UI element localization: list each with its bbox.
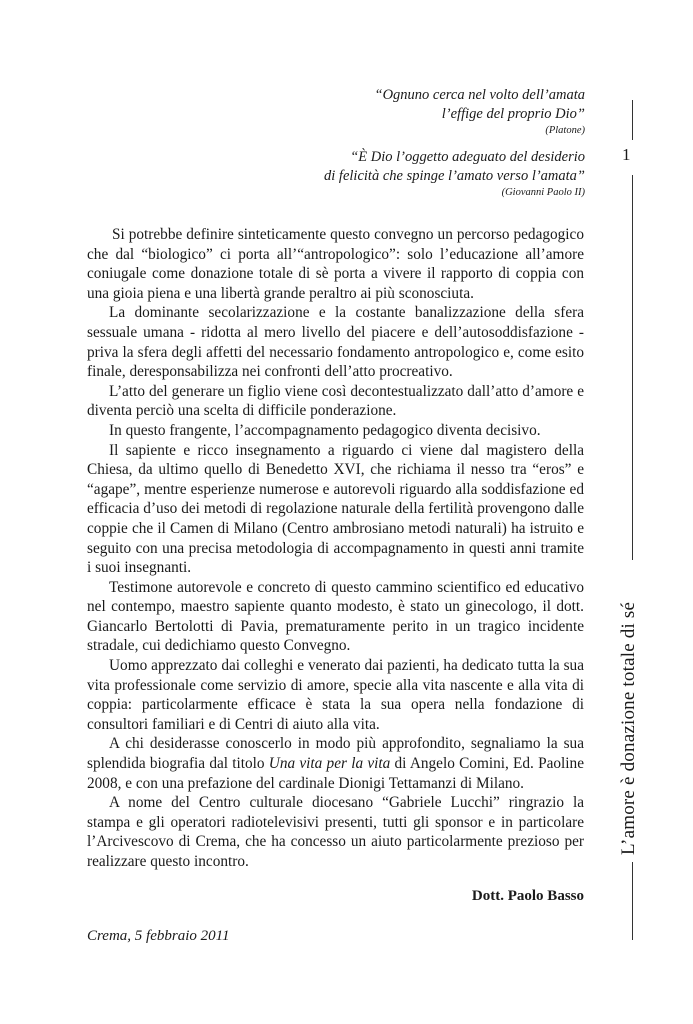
paragraph: Si potrebbe definire sinteticamente questo convegno un percorso pedagogico che dal “biologico” ci porta all’“antropologico”: solo l’educazione all’amore coniugale come donazione totale di sè porta a vivere il rapporto di coppia con una gioia piena e una libertà grande peraltro ai più sconosciuta. [87, 226, 584, 302]
book-title: Una vita per la vita [268, 755, 391, 773]
epigraph-line: “È Dio l’oggetto adeguato del desiderio [350, 149, 585, 165]
paragraph: L’atto del generare un figlio viene così decontestualizzato dall’atto d’amore e diventa perciò una scelta di difficile ponderazione. [87, 382, 584, 420]
epigraphs [240, 86, 585, 210]
paragraph-text: di Angelo Comini, Ed. Paoline 2008, e con una prefazione del cardinale Dionigi Tettamanzi di Milano. [87, 755, 584, 792]
epigraph-line: “Ognuno cerca nel volto dell’amata [374, 87, 585, 103]
body-text [87, 225, 584, 872]
paragraph: In questo frangente, l’accompagnamento pedagogico diventa decisivo. [109, 421, 541, 439]
paragraph: La dominante secolarizzazione e la costante banalizzazione della sfera sessuale umana - ridotta al mero livello del piacere e dell’autosoddisfazione - priva la sfera degli affetti del necessario fondamento antropologico e, come esito finale, deresponsabilizza nei confronti dell’atto procreativo. [87, 304, 584, 381]
paragraph-text: A chi desiderasse conoscerlo in modo più approfondito, segnaliamo la sua splendida biografia dal titolo [87, 735, 584, 773]
paragraph: Il sapiente e ricco insegnamento a riguardo ci viene dal magistero della Chiesa, da ultimo quello di Benedetto XVI, che richiama il nesso tra “eros” e “agape”, mentre esperienze numerose e autorevoli riguardo alla soddisfazione ed efficacia d’uso dei metodi di regolazione naturale della fertilità provengono dalle coppie che il Camen di Milano (Centro ambrosiano metodi naturali) ha istruito e seguito con una precisa metodologia di accompagnamento in questi anni tramite i suoi insegnanti. [87, 441, 584, 577]
margin-rule-middle [632, 175, 633, 560]
epigraph-author-1: (Platone) [545, 125, 585, 136]
running-title: L’amore è donazione totale di sé [618, 601, 639, 855]
signature: Dott. Paolo Basso [471, 888, 584, 904]
dateline: Crema, 5 febbraio 2011 [87, 928, 230, 944]
paragraph: Testimone autorevole e concreto di questo cammino scientifico ed educativo nel contempo, maestro sapiente quanto modesto, è stato un ginecologo, il dott. Giancarlo Bertolotti di Pavia, prematuramente perito in un tragico incidente stradale, cui dedichiamo questo Convegno. [87, 578, 584, 655]
epigraph-quote-1 [240, 86, 585, 124]
margin-rule-bottom [632, 862, 633, 940]
epigraph-line: l’effige del proprio Dio” [441, 106, 585, 122]
page-number: 1 [622, 145, 631, 164]
paragraph: Uomo apprezzato dai colleghi e venerato dai pazienti, ha dedicato tutta la sua vita professionale come servizio di amore, specie alla vita nascente e alla vita di coppia: particolarmente efficace è stata la sua opera nella fondazione di consultori familiari e di Centri di aiuto alla vita. [87, 657, 584, 733]
epigraph-line: di felicità che spinge l’amato verso l’amata” [324, 168, 585, 184]
epigraph-quote-2 [240, 148, 585, 186]
epigraph-author-2: (Giovanni Paolo II) [501, 187, 585, 198]
paragraph-biography [87, 734, 584, 793]
paragraph-closing: A nome del Centro culturale diocesano “Gabriele Lucchi” ringrazio la stampa e gli operatori radiotelevisivi presenti, tutti gli sponsor e in particolare l’Arcivescovo di Crema, che ha concesso un aiuto particolarmente prezioso per realizzare questo incontro. [87, 794, 584, 870]
margin-rule-top [632, 100, 633, 140]
